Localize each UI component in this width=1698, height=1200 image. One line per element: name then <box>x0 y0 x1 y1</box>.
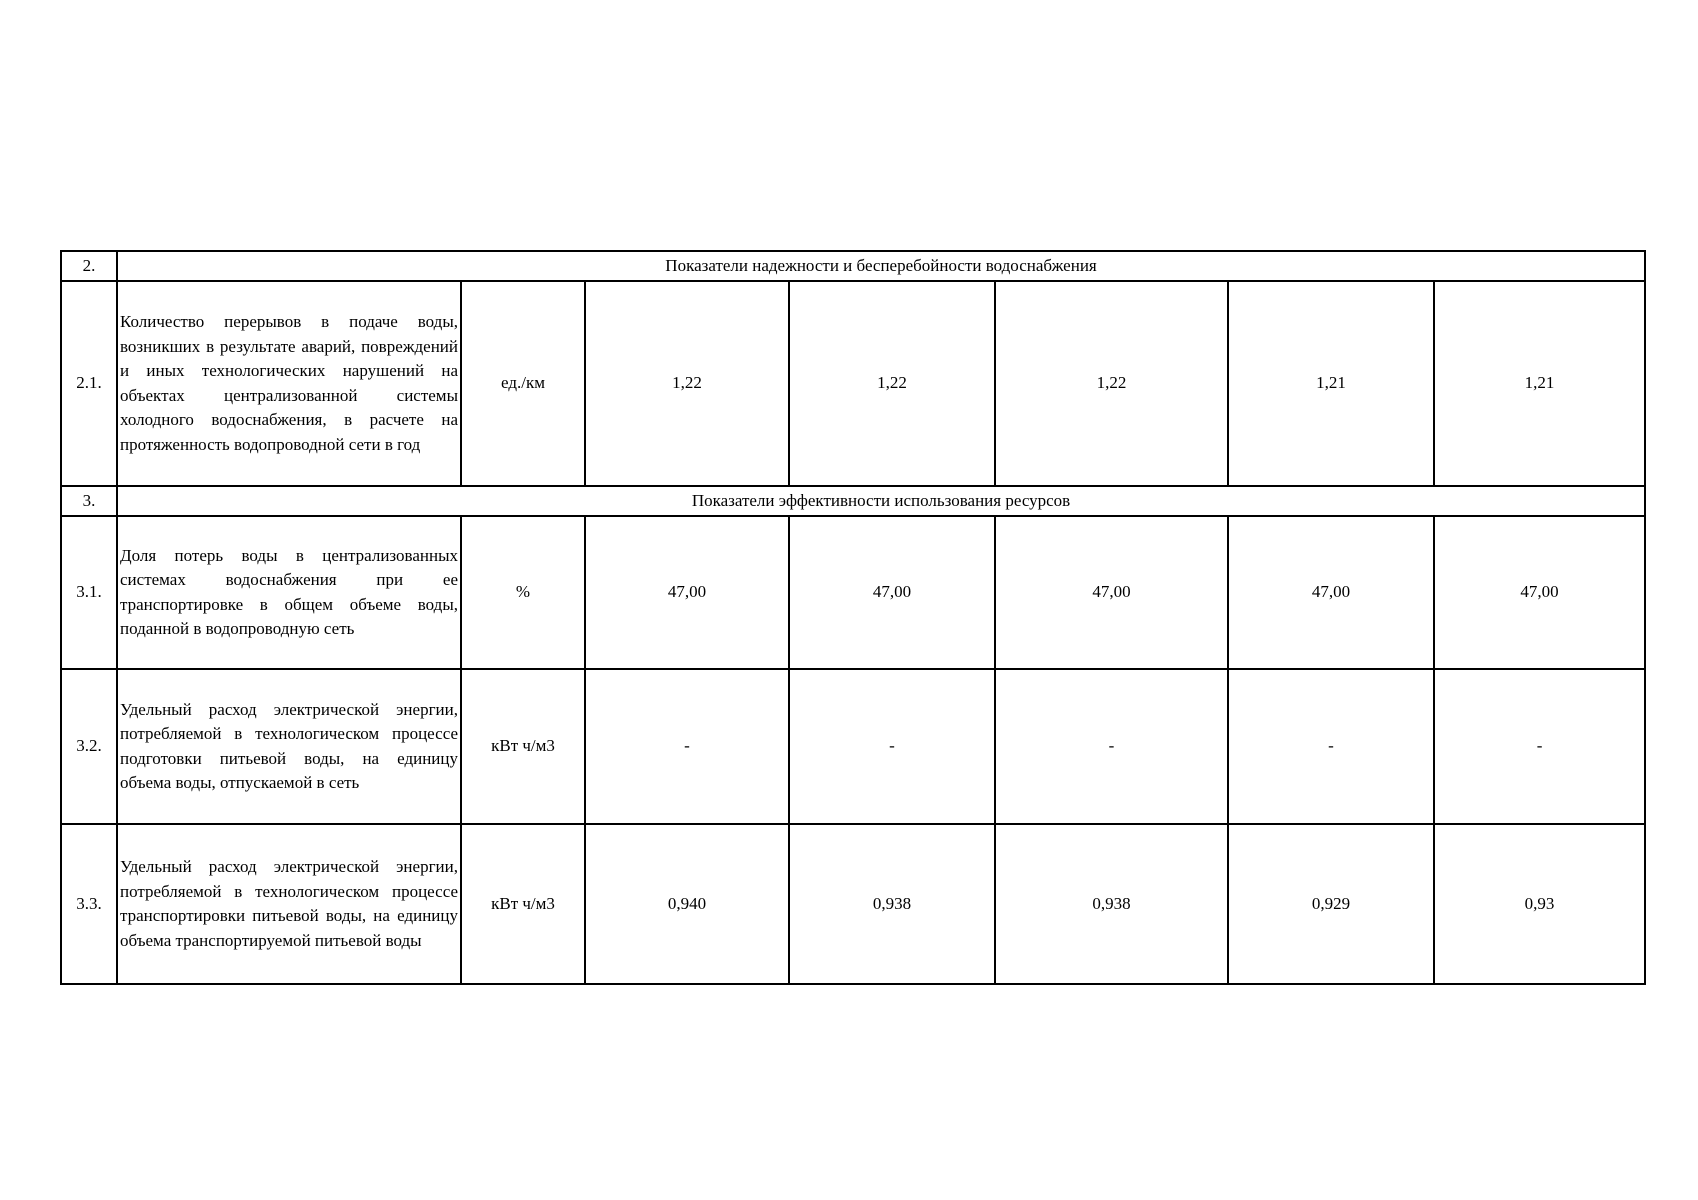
table-row <box>61 824 1645 984</box>
indicator-name: Удельный расход электрической энергии, потребляемой в технологическом процессе транспортировки питьевой воды, на единицу объема транспортируемой питьевой воды <box>117 824 461 984</box>
value-cell: - <box>789 669 995 824</box>
indicator-name: Доля потерь воды в централизованных системах водоснабжения при ее транспортировке в общем объеме воды, поданной в водопроводную сеть <box>117 516 461 669</box>
value-cell: 47,00 <box>1434 516 1645 669</box>
section-number: 2. <box>61 251 117 281</box>
value-cell: 47,00 <box>585 516 789 669</box>
value-cell: 47,00 <box>789 516 995 669</box>
value-cell: - <box>585 669 789 824</box>
table-row <box>61 669 1645 824</box>
indicator-name: Количество перерывов в подаче воды, возникших в результате аварий, повреждений и иных технологических нарушений на объектах централизованной системы холодного водоснабжения, в расчете на протяженность водопроводной сети в год <box>117 281 461 486</box>
table-row <box>61 281 1645 486</box>
table-row <box>61 516 1645 669</box>
indicator-name: Удельный расход электрической энергии, потребляемой в технологическом процессе подготовки питьевой воды, на единицу объема воды, отпускаемой в сеть <box>117 669 461 824</box>
row-number: 3.2. <box>61 669 117 824</box>
section-row <box>61 486 1645 516</box>
value-cell: 0,938 <box>789 824 995 984</box>
row-number: 2.1. <box>61 281 117 486</box>
section-number: 3. <box>61 486 117 516</box>
value-cell: 0,940 <box>585 824 789 984</box>
value-cell: 1,21 <box>1434 281 1645 486</box>
section-row <box>61 251 1645 281</box>
value-cell: - <box>995 669 1228 824</box>
value-cell: 1,22 <box>585 281 789 486</box>
value-cell: - <box>1434 669 1645 824</box>
unit-cell: % <box>461 516 585 669</box>
value-cell: 1,22 <box>995 281 1228 486</box>
unit-cell: кВт ч/м3 <box>461 669 585 824</box>
value-cell: - <box>1228 669 1434 824</box>
value-cell: 0,93 <box>1434 824 1645 984</box>
value-cell: 0,929 <box>1228 824 1434 984</box>
section-title: Показатели эффективности использования ресурсов <box>117 486 1645 516</box>
value-cell: 47,00 <box>995 516 1228 669</box>
section-title: Показатели надежности и бесперебойности водоснабжения <box>117 251 1645 281</box>
unit-cell: ед./км <box>461 281 585 486</box>
unit-cell: кВт ч/м3 <box>461 824 585 984</box>
value-cell: 1,22 <box>789 281 995 486</box>
row-number: 3.1. <box>61 516 117 669</box>
row-number: 3.3. <box>61 824 117 984</box>
indicators-table <box>60 250 1646 985</box>
value-cell: 0,938 <box>995 824 1228 984</box>
value-cell: 47,00 <box>1228 516 1434 669</box>
value-cell: 1,21 <box>1228 281 1434 486</box>
